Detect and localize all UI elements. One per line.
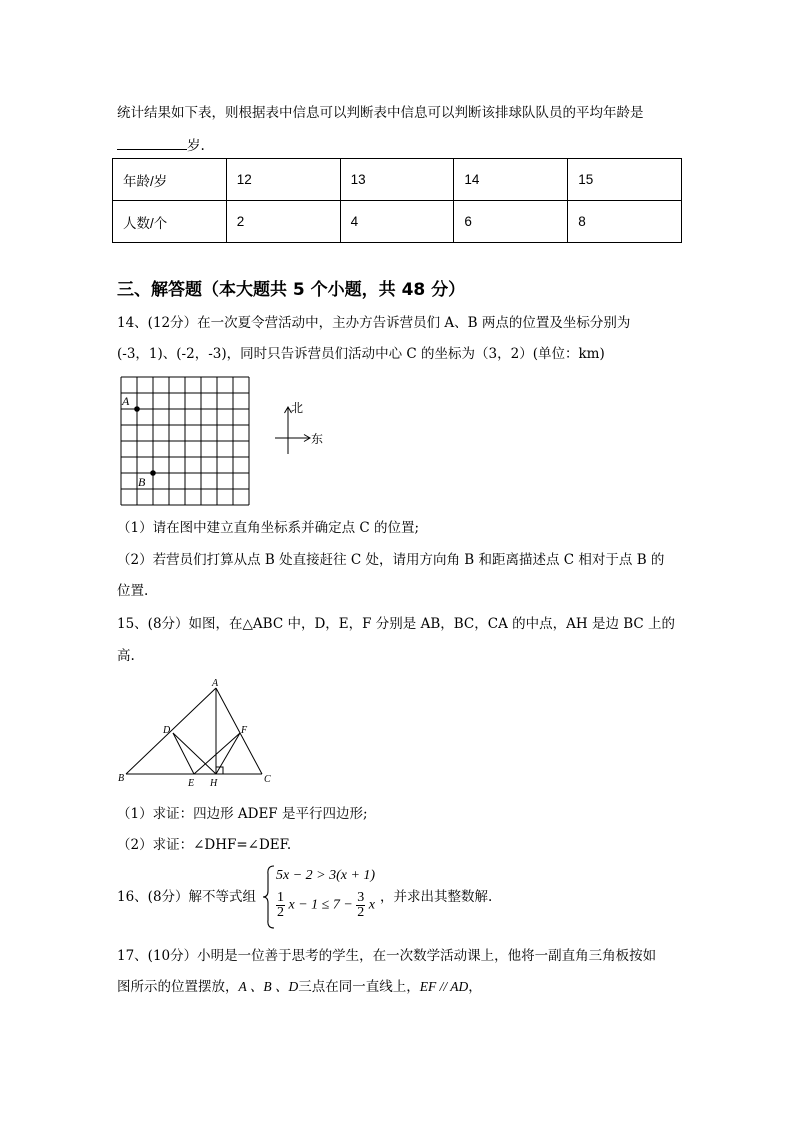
inequality-2-mid: x − 1 ≤ 7 − (288, 897, 353, 913)
inequality-2 (276, 891, 375, 920)
label-a: A (212, 678, 219, 689)
segment-hf (216, 733, 240, 774)
q13-line2 (117, 135, 205, 155)
q13-unit: 岁. (187, 138, 205, 154)
table-cell: 年龄/岁 (113, 159, 227, 201)
inequality-2-end: x (368, 897, 376, 913)
q13-line1: 统计结果如下表，则根据表中信息可以判断表中信息可以判断该排球队队员的平均年龄是 (117, 105, 644, 121)
point-a (134, 406, 140, 412)
fraction-three-halves: $\frac{3}{2}$ (357, 890, 365, 920)
label-c: C (264, 774, 271, 785)
segment-ef (194, 733, 240, 774)
table-cell: 13 (340, 159, 454, 201)
table-cell: 4 (340, 201, 454, 243)
point-b (150, 470, 156, 476)
table-row (113, 159, 682, 201)
q14-line2: (-3，1)、(-2，-3)，同时只告诉营员们活动中心 C 的坐标为（3，2）(单位：km) (117, 346, 605, 362)
q15-line1: 15、(8分）如图，在△ABC 中，D，E，F 分别是 AB，BC，CA 的中点，AH 是边 BC 上的 (117, 616, 676, 632)
label-f: F (241, 725, 248, 736)
q15-sub2: （2）求证：∠DHF=∠DEF. (117, 837, 292, 853)
q17-parallel: EF // AD (419, 979, 469, 994)
coordinate-grid (118, 374, 252, 508)
table-cell: 人数/个 (113, 201, 227, 243)
table-row (113, 201, 682, 243)
segment-dh (173, 733, 216, 774)
q14-sub2-line2: 位置. (117, 583, 149, 599)
table-cell: 15 (568, 159, 682, 201)
table-cell: 14 (454, 159, 568, 201)
q17-points: A 、B 、D (238, 979, 299, 994)
section-heading: 三、解答题（本大题共 5 个小题，共 48 分） (117, 280, 466, 300)
table-cell: 2 (226, 201, 340, 243)
label-b: B (118, 773, 125, 784)
q15-line2: 高. (117, 648, 135, 664)
q17-text-a: 图所示的位置摆放， (117, 979, 239, 995)
q16-prefix: 16、(8分）解不等式组 (117, 889, 257, 905)
q16-suffix: ，并求出其整数解. (380, 889, 493, 905)
label-h: H (210, 778, 218, 789)
brace-icon (262, 864, 276, 930)
triangle-figure (110, 676, 290, 791)
answer-blank[interactable] (117, 135, 187, 150)
label-e: E (188, 778, 195, 789)
label-b: B (138, 475, 146, 489)
q15-sub1: （1）求证：四边形 ADEF 是平行四边形; (117, 806, 368, 822)
q17-line2 (117, 978, 482, 996)
q17-text-end: ， (468, 979, 482, 995)
age-table (112, 158, 682, 243)
table-cell: 12 (226, 159, 340, 201)
fraction-half: $\frac{1}{2}$ (277, 890, 284, 920)
q17-line1: 17、(10分）小明是一位善于思考的学生，在一次数学活动课上，他将一副直角三角板按如 (117, 948, 657, 964)
q14-line1: 14、(12分）在一次夏令营活动中，主办方告诉营员们 A、B 两点的位置及坐标分别为 (117, 315, 631, 331)
q14-sub2-line1: （2）若营员们打算从点 B 处直接赶往 C 处，请用方向角 B 和距离描述点 C 相对于点 B 的 (117, 552, 665, 568)
segment-ac (216, 688, 262, 774)
label-d: D (163, 725, 171, 736)
segment-de (173, 733, 194, 774)
table-cell: 6 (454, 201, 568, 243)
q17-text-b: 三点在同一直线上， (298, 979, 420, 995)
east-label: 东 (311, 432, 324, 446)
table-cell: 8 (568, 201, 682, 243)
label-a: A (122, 394, 130, 408)
inequality-1: 5x − 2 > 3(x + 1) (276, 868, 376, 883)
q14-sub1: （1）请在图中建立直角坐标系并确定点 C 的位置; (117, 520, 420, 536)
compass (270, 398, 330, 458)
north-label: 北 (291, 401, 304, 415)
